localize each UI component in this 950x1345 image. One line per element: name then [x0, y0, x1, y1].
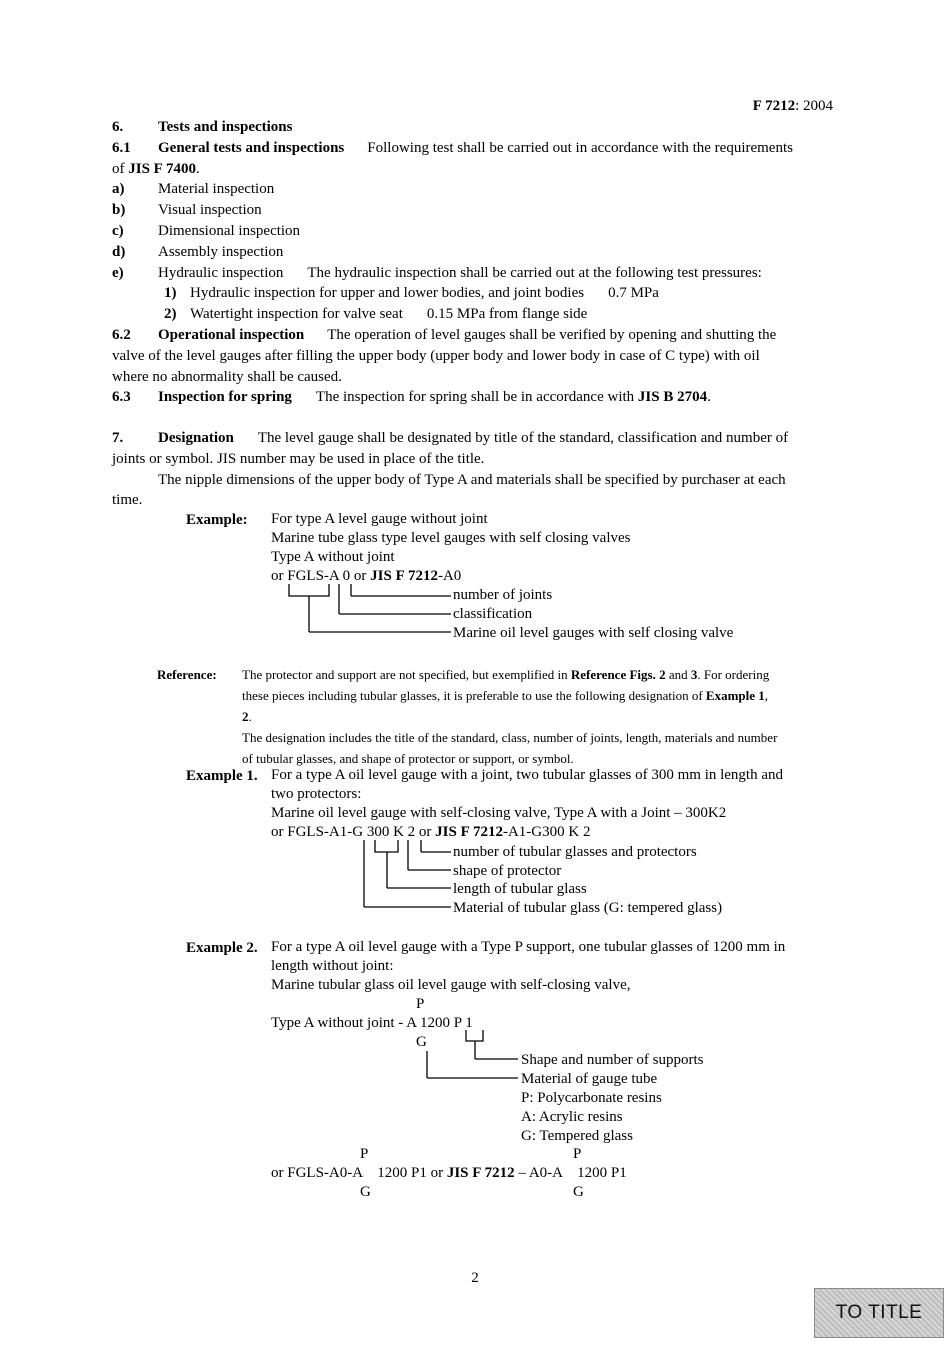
- callout-label: number of tubular glasses and protectors: [453, 844, 697, 860]
- section-6-3-title: Inspection for spring: [158, 389, 292, 406]
- pressure-value: 0.15 MPa from flange side: [426, 306, 588, 323]
- jis-b-2704-ref: JIS B 2704: [637, 389, 708, 406]
- callout-label: number of joints: [453, 587, 553, 603]
- list-item: c) Dimensional inspection: [112, 222, 301, 239]
- symbol-p: P: [573, 1146, 582, 1162]
- callout-label: shape of protector: [453, 863, 562, 879]
- section-7-line: The nipple dimensions of the upper body of Type A and materials shall be specified by purchaser at each: [158, 471, 786, 488]
- symbol-g: G: [360, 1184, 371, 1200]
- callout-label: Shape and number of supports: [521, 1052, 704, 1068]
- example-label: Example:: [186, 512, 248, 528]
- example-2-block: For a type A oil level gauge with a Type P support, one tubular glasses of 1200 mm in length without joint: Marine tubular glass oil level gauge with self-closing valve,: [271, 939, 786, 993]
- list-item: e) Hydraulic inspection The hydraulic inspection shall be carried out at the following test pressures:: [112, 264, 762, 281]
- section-6-1-cont: of JIS F 7400.: [112, 160, 200, 177]
- callout-label: classification: [453, 606, 533, 622]
- section-6-3: 6.3 Inspection for spring The inspection for spring shall be in accordance with JIS B 2704.: [112, 389, 711, 406]
- symbol-p: P: [360, 1146, 369, 1162]
- symbol-p: P: [416, 996, 425, 1012]
- section-7-heading: 7. Designation The level gauge shall be designated by title of the standard, classification and number of: [112, 430, 789, 446]
- callout-label: Material of gauge tube: [521, 1071, 658, 1087]
- to-title-label: TO TITLE: [835, 1301, 923, 1323]
- symbol-g: G: [573, 1184, 584, 1200]
- section-6-2-title: Operational inspection: [158, 326, 305, 343]
- example-1-block: For a type A oil level gauge with a joint, two tubular glasses of 300 mm in length and two protectors: Marine oil level gauge with self-closing valve, Type A with a Joint – 300K2 or FGLS-A1-G 300 K 2 or JIS F 7212-A1-G300 K 2: [271, 766, 838, 842]
- list-item: b) Visual inspection: [112, 202, 262, 219]
- section-7-title: Designation: [158, 430, 234, 446]
- example-1-code: or FGLS-A1-G 300 K 2 or JIS F 7212-A1-G300 K 2: [271, 824, 591, 840]
- example-1-label: Example 1.: [186, 768, 258, 784]
- to-title-button[interactable]: [814, 1288, 944, 1338]
- section-6-title: Tests and inspections: [158, 119, 293, 135]
- example-code: or FGLS-A 0 or JIS F 7212-A0: [271, 568, 462, 584]
- section-7-line: joints or symbol. JIS number may be used in place of the title.: [112, 450, 485, 467]
- callout-label: Marine oil level gauges with self closing valve: [453, 625, 734, 641]
- callout-label: P: Polycarbonate resins: [521, 1090, 662, 1106]
- section-6-1-text: Following test shall be carried out in accordance with the requirements: [367, 139, 793, 156]
- page-number: 2: [471, 1270, 479, 1286]
- symbol-g: G: [416, 1034, 427, 1050]
- reference-label: Reference:: [157, 667, 217, 682]
- section-6-1: 6.1 General tests and inspections Following test shall be carried out in accordance with the requirements: [112, 139, 793, 156]
- sub-item: 1) Hydraulic inspection for upper and lower bodies, and joint bodies 0.7 MPa: [164, 285, 659, 302]
- callout-label: G: Tempered glass: [521, 1128, 633, 1144]
- section-6-1-title: General tests and inspections: [158, 139, 345, 156]
- list-item: a) Material inspection: [112, 181, 275, 198]
- reference-note: Reference: The protector and support are not specified, but exemplified in Reference Figs. 2 and 3. For ordering these pieces including tubular glasses, it is preferable to use the following designation of Example 1, 2. The designation includes the title of the standard, class, number of joints, length, materials and number of tubular glasses, and shape of protector or support, or symbol.: [157, 664, 838, 769]
- section-6-2-line: where no abnormality shall be caused.: [112, 368, 342, 385]
- section-6-2: 6.2 Operational inspection The operation of level gauges shall be verified by opening and shutting the: [112, 326, 777, 343]
- pressure-value: 0.7 MPa: [608, 285, 659, 302]
- section-7-line: time.: [112, 492, 143, 509]
- standard-year: : 2004: [795, 98, 833, 114]
- jis-f-7400-ref: JIS F 7400: [128, 160, 197, 177]
- section-6-2-line: valve of the level gauges after filling the upper body (upper body and lower body in case of C type) with oil: [112, 347, 760, 364]
- type-designation: Type A without joint - A 1200 P 1: [271, 1015, 473, 1031]
- example-2-code: or FGLS-A0-A 1200 P1 or JIS F 7212 – A0-A 1200 P1: [271, 1165, 627, 1181]
- example-block: For type A level gauge without joint Marine tube glass type level gauges with self closing valves Type A without joint or FGLS-A 0 or JIS F 7212-A0: [271, 511, 631, 584]
- callout-label: length of tubular glass: [453, 881, 587, 897]
- section-6-heading: 6. Tests and inspections: [112, 119, 293, 135]
- callout-label: A: Acrylic resins: [521, 1109, 623, 1125]
- sub-item: 2) Watertight inspection for valve seat 0.15 MPa from flange side: [164, 306, 588, 323]
- list-item: d) Assembly inspection: [112, 243, 284, 260]
- callout-label: Material of tubular glass (G: tempered glass): [453, 900, 723, 916]
- standard-number: F 7212: [752, 98, 796, 114]
- example-2-label: Example 2.: [186, 940, 258, 956]
